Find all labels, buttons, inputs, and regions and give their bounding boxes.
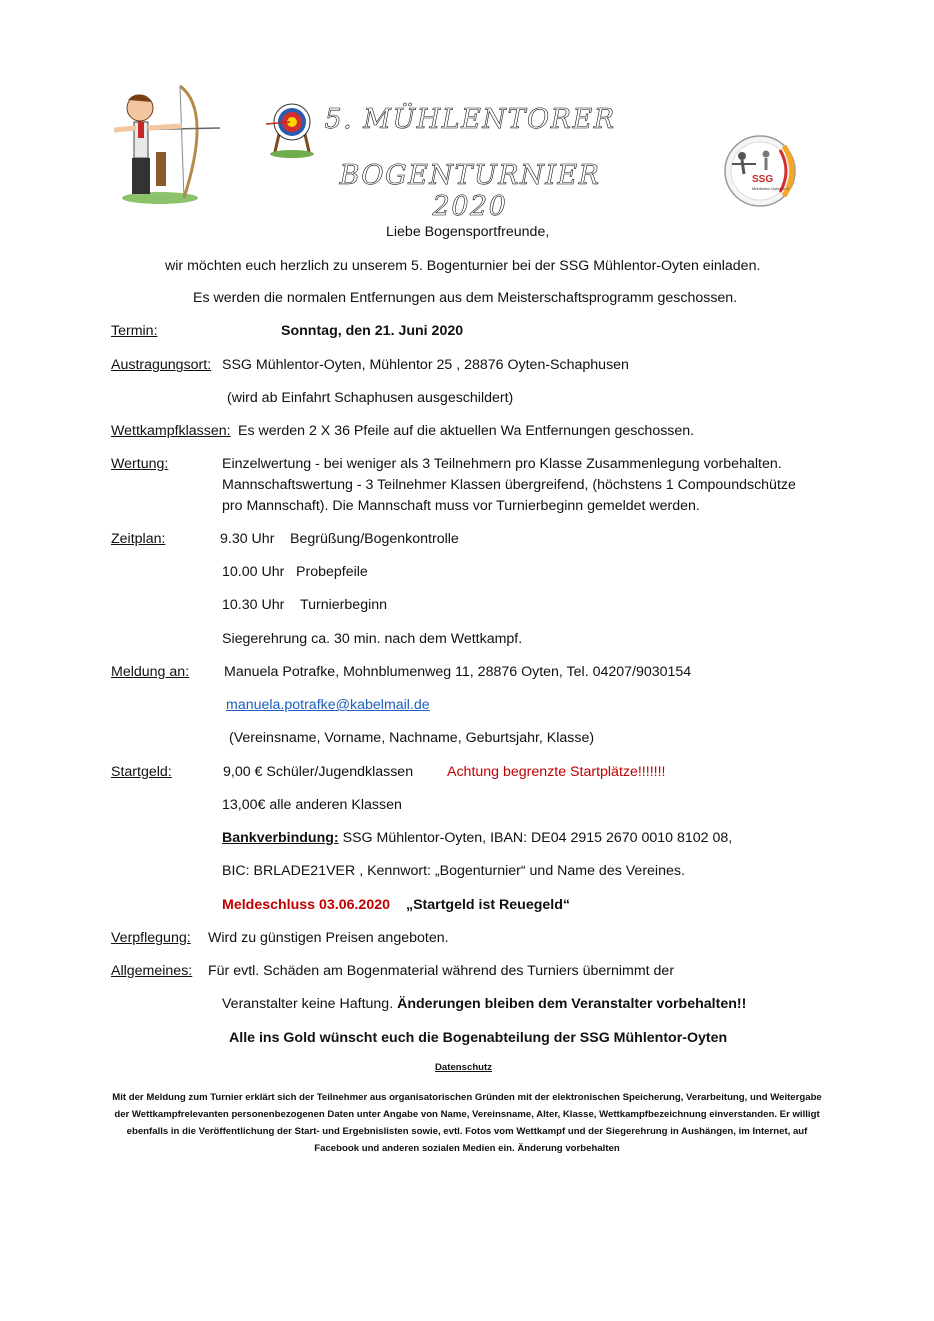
startplaetze-warning: Achtung begrenzte Startplätze!!!!!!! — [447, 764, 666, 780]
greeting: Liebe Bogensportfreunde, — [386, 224, 550, 240]
zeitplan-time-3: 10.30 Uhr — [222, 597, 285, 613]
invite-text: wir möchten euch herzlich zu unserem 5. Bogenturnier bei der SSG Mühlentor-Oyten einladen. — [165, 258, 761, 274]
startgeld-youth: 9,00 € Schüler/Jugendklassen — [223, 764, 414, 780]
logo-text: SSG — [752, 174, 774, 185]
bic-line: BIC: BRLADE21VER , Kennwort: „Bogenturnier“ und Name des Vereines. — [222, 863, 685, 879]
datenschutz-text: Mit der Meldung zum Turnier erklärt sich der Teilnehmer aus organisatorischen Gründen mit der elektronischen Speicherung, Verarbeitung, und Weitergabe der Wettkampfrelevanten personenbezogenen Daten unter Angabe von Name, Vereinsname, Alter, Klasse, Wettkampfbezeichnung einverstanden. Er willigt ebenfalls in die Veröffentlichung der Start- und Ergebnislisten sowie, evtl. Fotos vom Wettkampf und der Siegerehrung in Aushängen, im Internet, auf Facebook und anderen sozialen Medien ein. Änderung vorbehalten — [112, 1092, 822, 1154]
wertung-label: Wertung: — [111, 456, 169, 472]
distances-text: Es werden die normalen Entfernungen aus dem Meisterschaftsprogramm geschossen. — [193, 290, 738, 306]
zeitplan-time-2: 10.00 Uhr — [222, 564, 285, 580]
zeitplan-event-1: Begrüßung/Bogenkontrolle — [290, 531, 459, 547]
club-logo — [722, 134, 800, 208]
ort-label: Austragungsort: — [111, 357, 212, 373]
termin-label: Termin: — [111, 323, 158, 339]
wertung-line1: Einzelwertung - bei weniger als 3 Teilnehmern pro Klasse Zusammenlegung vorbehalten. — [222, 456, 782, 472]
meldung-contact: Manuela Potrafke, Mohnblumenweg 11, 28876 Oyten, Tel. 04207/9030154 — [224, 664, 692, 680]
page-title-line1: 5. MÜHLENTORER — [324, 104, 616, 135]
zeitplan-event-2: Probepfeile — [296, 564, 368, 580]
klassen-label: Wettkampfklassen: — [111, 423, 231, 439]
termin-value: Sonntag, den 21. Juni 2020 — [281, 323, 464, 339]
meldung-fields: (Vereinsname, Vorname, Nachname, Geburtsjahr, Klasse) — [229, 730, 595, 746]
bank-line — [222, 829, 732, 847]
startgeld-others: 13,00€ alle anderen Klassen — [222, 797, 402, 813]
wertung-line3: pro Mannschaft). Die Mannschaft muss vor Turnierbeginn gemeldet werden. — [222, 498, 700, 514]
email-link[interactable]: manuela.potrafke@kabelmail.de — [226, 697, 430, 713]
datenschutz-heading: Datenschutz — [435, 1062, 493, 1073]
archer-illustration — [108, 80, 226, 208]
wertung-line2: Mannschaftswertung - 3 Teilnehmer Klassen übergreifend, (höchstens 1 Compoundschütze — [222, 477, 796, 493]
allgemeines-line1: Für evtl. Schäden am Bogenmaterial während des Turniers übernimmt der — [208, 963, 675, 979]
haftung-text: Veranstalter keine Haftung. — [222, 996, 398, 1012]
aenderungen-text: Änderungen bleiben dem Veranstalter vorbehalten!! — [397, 996, 747, 1012]
zeitplan-time-1: 9.30 Uhr — [220, 531, 275, 547]
ort-value: SSG Mühlentor-Oyten, Mühlentor 25 , 28876 Oyten-Schaphusen — [222, 357, 629, 373]
siegerehrung-text: Siegerehrung ca. 30 min. nach dem Wettkampf. — [222, 631, 523, 647]
bank-value: SSG Mühlentor-Oyten, IBAN: DE04 2915 2670 0010 8102 08, — [338, 830, 733, 846]
allgemeines-line2 — [222, 995, 746, 1013]
startgeld-label: Startgeld: — [111, 764, 172, 780]
verpflegung-label: Verpflegung: — [111, 930, 191, 946]
zeitplan-label: Zeitplan: — [111, 531, 166, 547]
meldeschluss-label: Meldeschluss 03.06.2020 — [222, 897, 390, 913]
bank-label: Bankverbindung: — [222, 830, 339, 846]
verpflegung-value: Wird zu günstigen Preisen angeboten. — [208, 930, 449, 946]
zeitplan-event-3: Turnierbeginn — [300, 597, 388, 613]
closing-text: Alle ins Gold wünscht euch die Bogenabteilung der SSG Mühlentor-Oyten — [229, 1030, 728, 1046]
klassen-value: Es werden 2 X 36 Pfeile auf die aktuellen Wa Entfernungen geschossen. — [238, 423, 695, 439]
allgemeines-label: Allgemeines: — [111, 963, 193, 979]
logo-subtext: Mühlentor-Oyten e.V. — [752, 186, 790, 191]
ort-note: (wird ab Einfahrt Schaphusen ausgeschildert) — [227, 390, 514, 406]
page-title-line2: BOGENTURNIER 2020 — [339, 160, 601, 222]
reuegeld-note: „Startgeld ist Reuegeld“ — [406, 897, 570, 913]
meldung-label: Meldung an: — [111, 664, 190, 680]
